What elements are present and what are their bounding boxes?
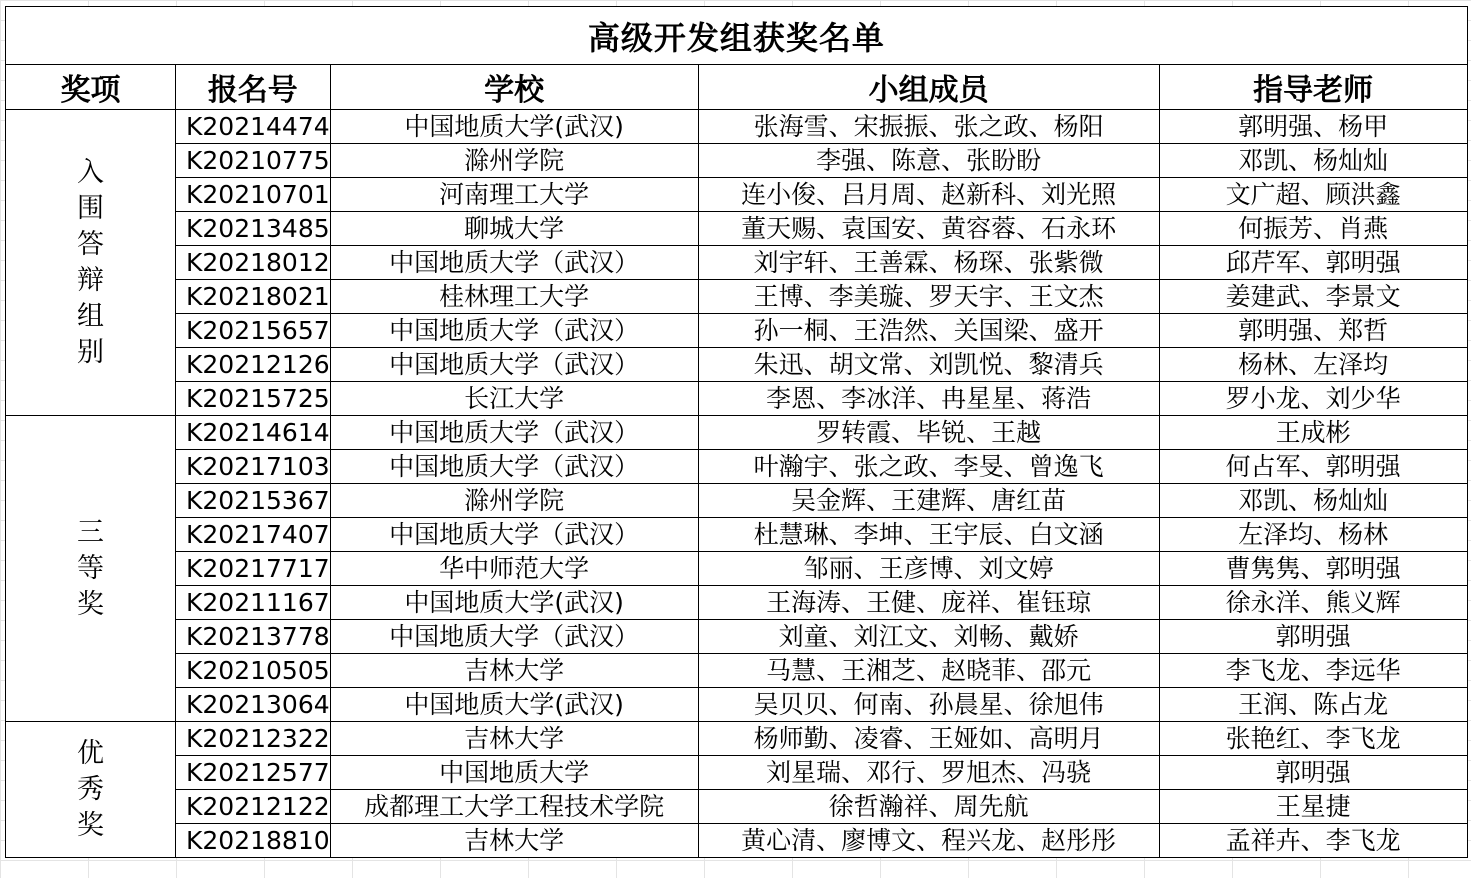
table-row bbox=[6, 518, 1468, 552]
reg-no-cell[interactable]: K20214614 bbox=[176, 416, 331, 450]
members-cell[interactable]: 张海雪、宋振振、张之政、杨阳 bbox=[698, 110, 1159, 144]
school-cell[interactable]: 中国地质大学(武汉) bbox=[330, 688, 698, 722]
school-cell[interactable]: 吉林大学 bbox=[330, 824, 698, 858]
school-cell[interactable]: 中国地质大学（武汉） bbox=[330, 314, 698, 348]
reg-no-cell[interactable]: K20210701 bbox=[176, 178, 331, 212]
header-members[interactable]: 小组成员 bbox=[698, 65, 1159, 110]
members-cell[interactable]: 连小俊、吕月周、赵新科、刘光照 bbox=[698, 178, 1159, 212]
table-row bbox=[6, 586, 1468, 620]
reg-no-cell[interactable]: K20212126 bbox=[176, 348, 331, 382]
school-cell[interactable]: 聊城大学 bbox=[330, 212, 698, 246]
members-cell[interactable]: 叶瀚宇、张之政、李旻、曾逸飞 bbox=[698, 450, 1159, 484]
advisor-cell[interactable]: 邱芹军、郭明强 bbox=[1159, 246, 1467, 280]
header-award[interactable]: 奖项 bbox=[6, 65, 176, 110]
advisor-cell[interactable]: 李飞龙、李远华 bbox=[1159, 654, 1467, 688]
advisor-cell[interactable]: 姜建武、李景文 bbox=[1159, 280, 1467, 314]
reg-no-cell[interactable]: K20215657 bbox=[176, 314, 331, 348]
members-cell[interactable]: 王博、李美璇、罗天宇、王文杰 bbox=[698, 280, 1159, 314]
header-row bbox=[6, 65, 1468, 110]
advisor-cell[interactable]: 邓凯、杨灿灿 bbox=[1159, 144, 1467, 178]
reg-no-cell[interactable]: K20217717 bbox=[176, 552, 331, 586]
reg-no-cell[interactable]: K20213064 bbox=[176, 688, 331, 722]
header-advisor[interactable]: 指导老师 bbox=[1159, 65, 1467, 110]
table-row bbox=[6, 450, 1468, 484]
advisor-cell[interactable]: 曹隽隽、郭明强 bbox=[1159, 552, 1467, 586]
school-cell[interactable]: 中国地质大学（武汉） bbox=[330, 620, 698, 654]
table-row bbox=[6, 654, 1468, 688]
members-cell[interactable]: 罗转霞、毕锐、王越 bbox=[698, 416, 1159, 450]
members-cell[interactable]: 孙一桐、王浩然、关国梁、盛开 bbox=[698, 314, 1159, 348]
school-cell[interactable]: 吉林大学 bbox=[330, 722, 698, 756]
reg-no-cell[interactable]: K20213778 bbox=[176, 620, 331, 654]
table-row bbox=[6, 756, 1468, 790]
reg-no-cell[interactable]: K20210775 bbox=[176, 144, 331, 178]
advisor-cell[interactable]: 何振芳、肖燕 bbox=[1159, 212, 1467, 246]
advisor-cell[interactable]: 王成彬 bbox=[1159, 416, 1467, 450]
award-label: 三等奖 bbox=[77, 516, 104, 620]
advisor-cell[interactable]: 郭明强、郑哲 bbox=[1159, 314, 1467, 348]
table-row bbox=[6, 620, 1468, 654]
advisor-cell[interactable]: 何占军、郭明强 bbox=[1159, 450, 1467, 484]
school-cell[interactable]: 中国地质大学（武汉） bbox=[330, 348, 698, 382]
school-cell[interactable]: 中国地质大学（武汉） bbox=[330, 450, 698, 484]
members-cell[interactable]: 徐哲瀚祥、周先航 bbox=[698, 790, 1159, 824]
school-cell[interactable]: 中国地质大学(武汉) bbox=[330, 586, 698, 620]
reg-no-cell[interactable]: K20212577 bbox=[176, 756, 331, 790]
table-row bbox=[6, 722, 1468, 756]
reg-no-cell[interactable]: K20218021 bbox=[176, 280, 331, 314]
table-row bbox=[6, 790, 1468, 824]
advisor-cell[interactable]: 左泽均、杨林 bbox=[1159, 518, 1467, 552]
members-cell[interactable]: 朱迅、胡文常、刘凯悦、黎清兵 bbox=[698, 348, 1159, 382]
members-cell[interactable]: 刘宇轩、王善霖、杨琛、张紫微 bbox=[698, 246, 1159, 280]
table-row bbox=[6, 484, 1468, 518]
members-cell[interactable]: 刘童、刘江文、刘畅、戴娇 bbox=[698, 620, 1159, 654]
award-label: 入围答辩组别 bbox=[77, 156, 104, 368]
reg-no-cell[interactable]: K20213485 bbox=[176, 212, 331, 246]
reg-no-cell[interactable]: K20212322 bbox=[176, 722, 331, 756]
members-cell[interactable]: 王海涛、王健、庞祥、崔钰琼 bbox=[698, 586, 1159, 620]
advisor-cell[interactable]: 邓凯、杨灿灿 bbox=[1159, 484, 1467, 518]
table-row bbox=[6, 688, 1468, 722]
members-cell[interactable]: 马慧、王湘芝、赵晓菲、邵元 bbox=[698, 654, 1159, 688]
reg-no-cell[interactable]: K20217103 bbox=[176, 450, 331, 484]
advisor-cell[interactable]: 罗小龙、刘少华 bbox=[1159, 382, 1467, 416]
members-cell[interactable]: 邹丽、王彦博、刘文婷 bbox=[698, 552, 1159, 586]
members-cell[interactable]: 董天赐、袁国安、黄容蓉、石永环 bbox=[698, 212, 1159, 246]
members-cell[interactable]: 李强、陈意、张盼盼 bbox=[698, 144, 1159, 178]
school-cell[interactable]: 华中师范大学 bbox=[330, 552, 698, 586]
award-cell[interactable] bbox=[6, 722, 176, 858]
table-row bbox=[6, 280, 1468, 314]
school-cell[interactable]: 中国地质大学（武汉） bbox=[330, 518, 698, 552]
table-row bbox=[6, 144, 1468, 178]
school-cell[interactable]: 河南理工大学 bbox=[330, 178, 698, 212]
reg-no-cell[interactable]: K20215725 bbox=[176, 382, 331, 416]
members-cell[interactable]: 刘星瑞、邓行、罗旭杰、冯骁 bbox=[698, 756, 1159, 790]
reg-no-cell[interactable]: K20217407 bbox=[176, 518, 331, 552]
advisor-cell[interactable]: 文广超、顾洪鑫 bbox=[1159, 178, 1467, 212]
advisor-cell[interactable]: 王润、陈占龙 bbox=[1159, 688, 1467, 722]
advisor-cell[interactable]: 郭明强、杨甲 bbox=[1159, 110, 1467, 144]
school-cell[interactable]: 滁州学院 bbox=[330, 144, 698, 178]
reg-no-cell[interactable]: K20211167 bbox=[176, 586, 331, 620]
award-list-table bbox=[5, 6, 1468, 858]
table-row bbox=[6, 348, 1468, 382]
school-cell[interactable]: 中国地质大学 bbox=[330, 756, 698, 790]
table-row bbox=[6, 212, 1468, 246]
members-cell[interactable]: 杜慧琳、李坤、王宇辰、白文涵 bbox=[698, 518, 1159, 552]
members-cell[interactable]: 黄心清、廖博文、程兴龙、赵彤彤 bbox=[698, 824, 1159, 858]
advisor-cell[interactable]: 徐永洋、熊义辉 bbox=[1159, 586, 1467, 620]
award-cell[interactable] bbox=[6, 110, 176, 416]
advisor-cell[interactable]: 郭明强 bbox=[1159, 620, 1467, 654]
school-cell[interactable]: 长江大学 bbox=[330, 382, 698, 416]
advisor-cell[interactable]: 郭明强 bbox=[1159, 756, 1467, 790]
advisor-cell[interactable]: 孟祥卉、李飞龙 bbox=[1159, 824, 1467, 858]
advisor-cell[interactable]: 王星捷 bbox=[1159, 790, 1467, 824]
advisor-cell[interactable]: 张艳红、李飞龙 bbox=[1159, 722, 1467, 756]
reg-no-cell[interactable]: K20218810 bbox=[176, 824, 331, 858]
table-row bbox=[6, 178, 1468, 212]
table-row bbox=[6, 246, 1468, 280]
reg-no-cell[interactable]: K20218012 bbox=[176, 246, 331, 280]
table-row bbox=[6, 552, 1468, 586]
school-cell[interactable]: 滁州学院 bbox=[330, 484, 698, 518]
table-row bbox=[6, 110, 1468, 144]
members-cell[interactable]: 吴贝贝、何南、孙晨星、徐旭伟 bbox=[698, 688, 1159, 722]
table-row bbox=[6, 824, 1468, 858]
header-reg-no[interactable]: 报名号 bbox=[176, 65, 331, 110]
reg-no-cell[interactable]: K20210505 bbox=[176, 654, 331, 688]
advisor-cell[interactable]: 杨林、左泽均 bbox=[1159, 348, 1467, 382]
school-cell[interactable]: 吉林大学 bbox=[330, 654, 698, 688]
school-cell[interactable]: 中国地质大学（武汉） bbox=[330, 246, 698, 280]
school-cell[interactable]: 成都理工大学工程技术学院 bbox=[330, 790, 698, 824]
reg-no-cell[interactable]: K20215367 bbox=[176, 484, 331, 518]
reg-no-cell[interactable]: K20212122 bbox=[176, 790, 331, 824]
award-label: 优秀奖 bbox=[77, 737, 104, 841]
school-cell[interactable]: 中国地质大学(武汉) bbox=[330, 110, 698, 144]
members-cell[interactable]: 李恩、李冰洋、冉星星、蒋浩 bbox=[698, 382, 1159, 416]
table-row bbox=[6, 382, 1468, 416]
members-cell[interactable]: 杨师勤、凌睿、王娅如、高明月 bbox=[698, 722, 1159, 756]
table-row bbox=[6, 314, 1468, 348]
table-title[interactable]: 高级开发组获奖名单 bbox=[6, 7, 1468, 65]
school-cell[interactable]: 桂林理工大学 bbox=[330, 280, 698, 314]
reg-no-cell[interactable]: K20214474 bbox=[176, 110, 331, 144]
award-cell[interactable] bbox=[6, 416, 176, 722]
members-cell[interactable]: 吴金辉、王建辉、唐红苗 bbox=[698, 484, 1159, 518]
header-school[interactable]: 学校 bbox=[330, 65, 698, 110]
table-row bbox=[6, 416, 1468, 450]
school-cell[interactable]: 中国地质大学（武汉） bbox=[330, 416, 698, 450]
